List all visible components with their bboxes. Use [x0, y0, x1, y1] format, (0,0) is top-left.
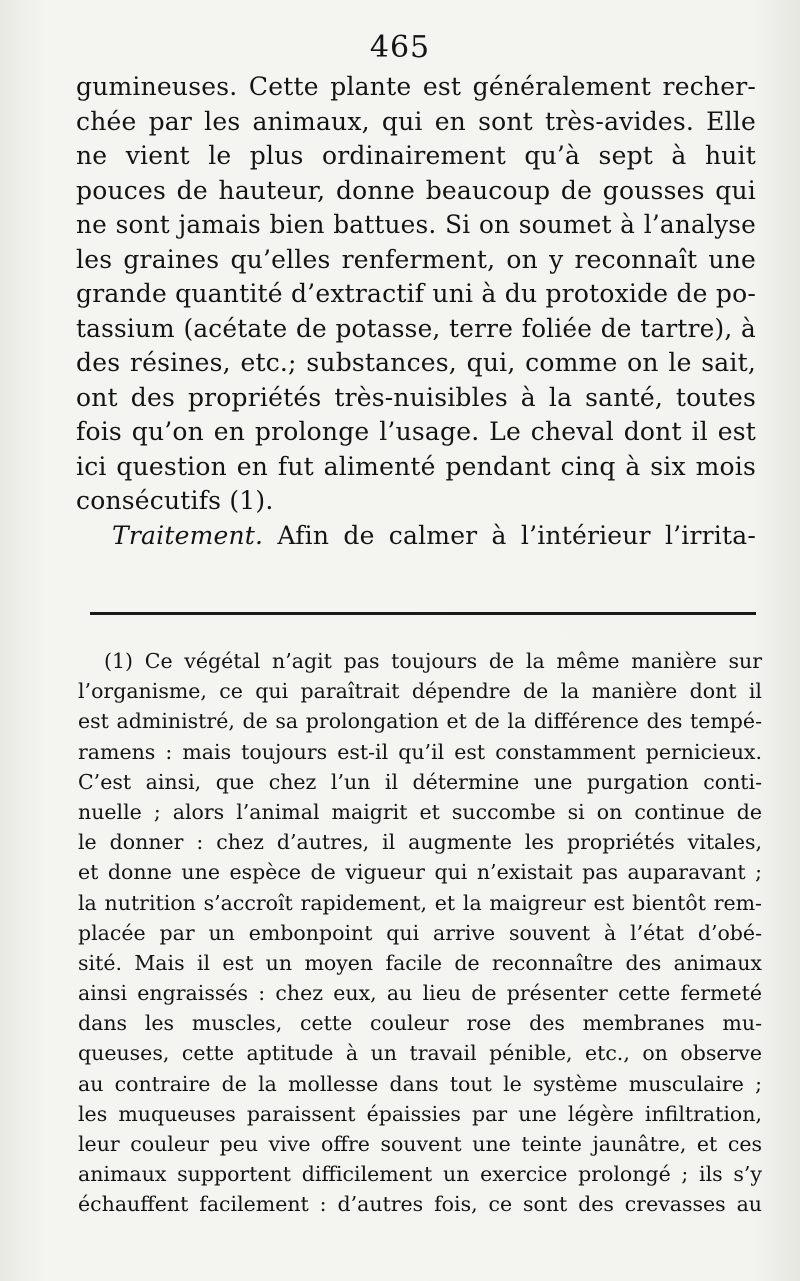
body-line: grande quantité d’extractif uni à du protoxide de po- — [76, 279, 756, 308]
body-line: tassium (acétate de potasse, terre foliée de tartre), à — [76, 313, 756, 343]
footnote-line: sité. Mais il est un moyen facile de reconnaître des animaux — [78, 950, 762, 975]
footnote-line: la nutrition s’accroît rapidement, et la maigreur est bientôt rem- — [78, 890, 762, 915]
footnote-line: placée par un embonpoint qui arrive souvent à l’état d’obé- — [78, 920, 762, 945]
footnote-line: ainsi engraissés : chez eux, au lieu de présenter cette fermeté — [78, 981, 762, 1006]
footnote-line: nuelle ; alors l’animal maigrit et succombe si on continue de — [78, 799, 762, 824]
footnote-line: échauffent facilement : d’autres fois, ce sont des crevasses au — [78, 1192, 762, 1217]
body-line: ici question en fut alimenté pendant cinq à six mois — [76, 451, 756, 481]
footnote-line: et donne une espèce de vigueur qui n’existait pas auparavant ; — [78, 860, 762, 885]
footnote-line: dans les muscles, cette couleur rose des membranes mu- — [78, 1011, 762, 1036]
treatment-text: Afin de calmer à l’intérieur l’irrita- — [277, 520, 756, 550]
treatment-paragraph — [76, 519, 756, 554]
body-line: ont des propriétés très-nuisibles à la santé, toutes — [76, 382, 756, 412]
page-number: 465 — [369, 30, 431, 65]
footnote-line: le donner : chez d’autres, il augmente les propriétés vitales, — [78, 830, 762, 855]
body-line: chée par les animaux, qui en sont très-avides. Elle — [76, 106, 756, 136]
body-line: gumineuses. Cette plante est généralement recher- — [76, 72, 756, 101]
body-line: les graines qu’elles renferment, on y reconnaît une — [76, 244, 756, 274]
footnote-line: au contraire de la mollesse dans tout le système musculaire ; — [78, 1071, 762, 1096]
footnote-line: l’organisme, ce qui paraîtrait dépendre de la manière dont il — [78, 679, 762, 704]
footnote-line: (1) Ce végétal n’agit pas toujours de la même manière sur — [104, 649, 762, 673]
treatment-heading: Traitement. — [112, 520, 264, 550]
body-line: ne vient le plus ordinairement qu’à sept à huit — [76, 141, 756, 170]
footnote-divider — [90, 612, 756, 615]
main-text — [76, 70, 756, 553]
footnote — [78, 646, 762, 1220]
footnote-line: C’est ainsi, que chez l’un il détermine une purgation conti- — [78, 769, 762, 794]
body-line: fois qu’on en prolonge l’usage. Le cheval dont il est — [76, 417, 756, 446]
body-line: des résines, etc.; substances, qui, comme on le sait, — [76, 348, 756, 377]
footnote-line: queuses, cette aptitude à un travail pénible, etc., on observe — [78, 1041, 762, 1066]
body-line: ne sont jamais bien battues. Si on soumet à l’analyse — [76, 210, 756, 239]
footnote-line: ramens : mais toujours est-il qu’il est constamment pernicieux. — [78, 739, 762, 764]
footnote-line: leur couleur peu vive offre souvent une teinte jaunâtre, et ces — [78, 1132, 762, 1156]
body-line: pouces de hauteur, donne beaucoup de gousses qui — [76, 175, 756, 205]
footnote-line: animaux supportent difficilement un exercice prolongé ; ils s’y — [78, 1162, 762, 1187]
body-line: consécutifs (1). — [76, 486, 274, 515]
footnote-line: les muqueuses paraissent épaissies par une légère infiltration, — [78, 1101, 762, 1126]
footnote-line: est administré, de sa prolongation et de la différence des tempé- — [78, 709, 762, 734]
